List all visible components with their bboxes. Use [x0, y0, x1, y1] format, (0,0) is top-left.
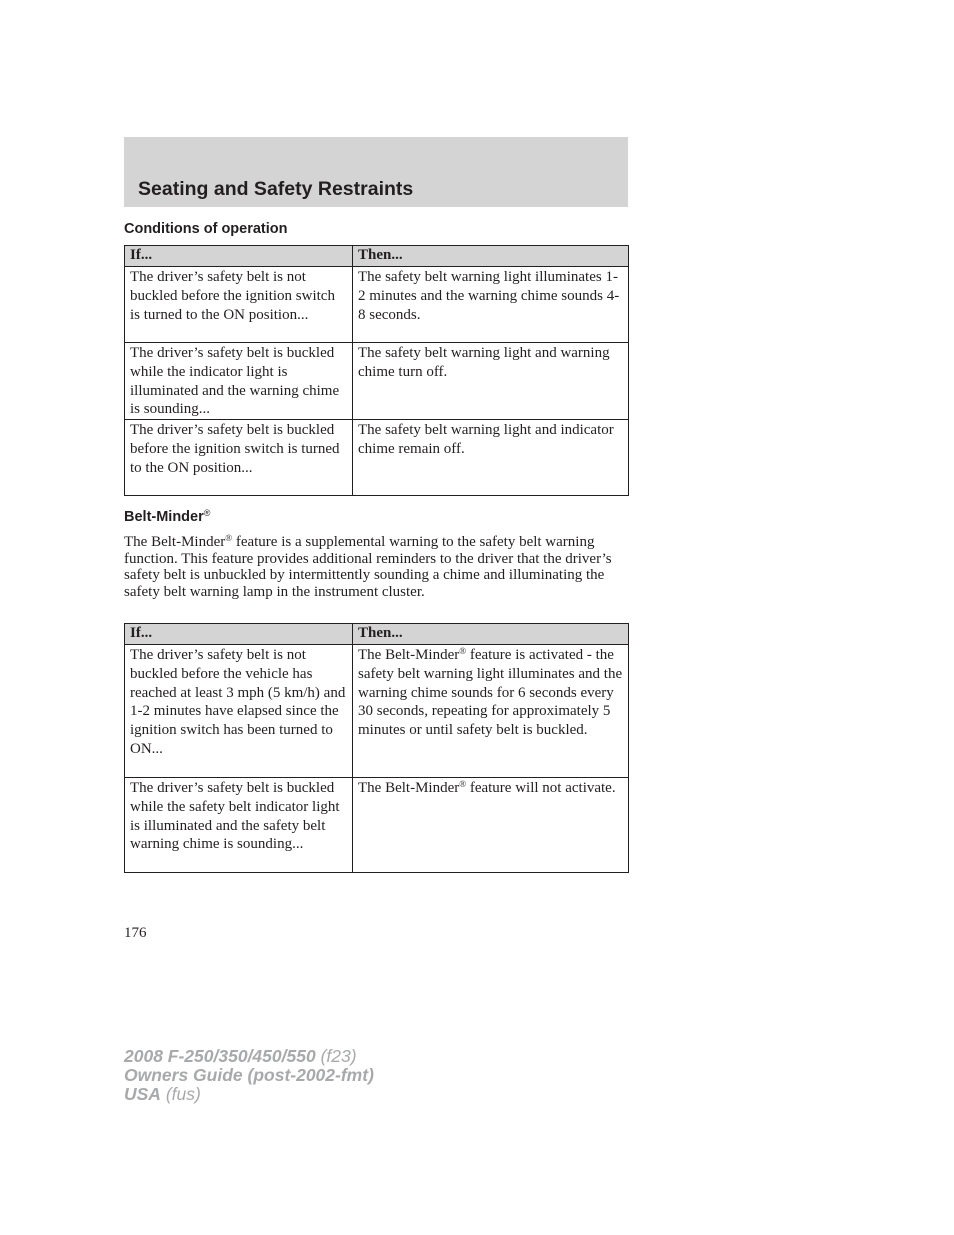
column-header-then: Then...: [353, 624, 629, 645]
beltminder-heading-text: Belt-Minder: [124, 509, 204, 525]
footer-market-code: (fus): [160, 1084, 201, 1104]
footer-line: [124, 1047, 374, 1066]
beltminder-table: [124, 623, 629, 873]
cell-text: feature will not activate.: [466, 780, 616, 796]
cell-if: The driver’s safety belt is buckled before the ignition switch is turned to the ON position...: [125, 420, 353, 496]
cell-then: The safety belt warning light and indicator chime remain off.: [353, 420, 629, 496]
cell-text: feature is activated - the safety belt warning light illuminates and the warning chime sounds for 6 seconds every 30 seconds, repeating for approximately 5 minutes or until safety belt is buckled.: [358, 647, 623, 739]
table-row: [125, 420, 629, 496]
column-header-then: Then...: [353, 246, 629, 267]
cell-if: The driver’s safety belt is not buckled before the ignition switch is turned to the ON position...: [125, 267, 353, 343]
footer-line: [124, 1066, 374, 1085]
column-header-if: If...: [125, 624, 353, 645]
footer-model: 2008 F-250/350/450/550: [124, 1046, 316, 1066]
table-row: [125, 645, 629, 778]
registered-mark: ®: [459, 646, 467, 656]
paragraph-text: The Belt-Minder: [124, 534, 226, 550]
page-number: 176: [124, 925, 147, 941]
cell-text: The Belt-Minder: [358, 647, 460, 663]
section-title: Seating and Safety Restraints: [138, 178, 414, 200]
cell-if: The driver’s safety belt is buckled while the safety belt indicator light is illuminated and the safety belt warning chime is sounding...: [125, 778, 353, 873]
cell-if: The driver’s safety belt is not buckled before the vehicle has reached at least 3 mph (5 km/h) and 1-2 minutes have elapsed since the ignition switch has been turned to ON...: [125, 645, 353, 778]
cell-then: [353, 778, 629, 873]
cell-if: The driver’s safety belt is buckled while the indicator light is illuminated and the warning chime is sounding...: [125, 343, 353, 420]
table-header-row: [125, 624, 629, 645]
paragraph-text: feature is a supplemental warning to the safety belt warning function. This feature provides additional reminders to the driver that the driver’s safety belt is unbuckled by intermittently sounding a chime and illuminating the safety belt warning lamp in the instrument cluster.: [124, 534, 612, 600]
registered-mark: ®: [225, 533, 233, 543]
document-footer: [124, 1047, 374, 1104]
conditions-table: [124, 245, 629, 496]
cell-then: The safety belt warning light illuminates 1-2 minutes and the warning chime sounds 4-8 seconds.: [353, 267, 629, 343]
footer-line: [124, 1085, 374, 1104]
cell-then: [353, 645, 629, 778]
table-row: [125, 778, 629, 873]
table-row: [125, 267, 629, 343]
column-header-if: If...: [125, 246, 353, 267]
table-header-row: [125, 246, 629, 267]
registered-mark: ®: [203, 508, 211, 518]
cell-then: The safety belt warning light and warning chime turn off.: [353, 343, 629, 420]
table-row: [125, 343, 629, 420]
footer-guide: Owners Guide (post-2002-fmt): [124, 1065, 374, 1085]
beltminder-heading: [124, 509, 210, 525]
footer-code: (f23): [315, 1046, 357, 1066]
registered-mark: ®: [459, 779, 467, 789]
cell-text: The Belt-Minder: [358, 780, 460, 796]
conditions-heading: Conditions of operation: [124, 221, 288, 237]
beltminder-paragraph: [124, 534, 624, 600]
footer-market: USA: [124, 1084, 161, 1104]
